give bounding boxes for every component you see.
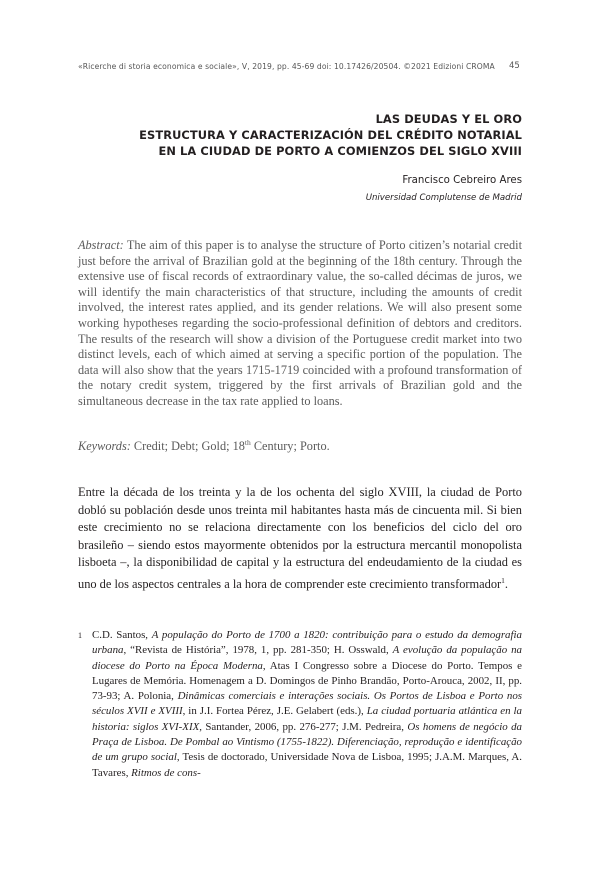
footnote-segment: , Santander, 2006, pp. 276-277; J.M. Pedreira, <box>199 720 408 733</box>
footnote-work-title: La ciudad portuaria atlántica en la historia: siglos XVI-XIX <box>92 705 523 733</box>
footnote-segment: , Atas I Congresso sobre a Diocese do Porto. Tempos e Lugares de Memória. Homenagem a D. Domingos de Pinho Brandão, Porto-Arouca, 2002, II, pp. 73-93; A. Polonia, <box>92 659 522 703</box>
body-paragraph-end: . <box>504 577 509 592</box>
footnote-work-title: A evolução da população na diocese do Porto na Época Moderna <box>92 644 522 672</box>
footnote-number: 1 <box>78 631 82 640</box>
keywords-text-end: Century; Porto. <box>253 439 330 454</box>
footnote-work-title: A população do Porto de 1700 a 1820: contribuição para o estudo da demografia urbana <box>92 629 522 657</box>
abstract-label: Abstract: <box>78 238 124 252</box>
footnote-work-title: Ritmos de cons- <box>131 766 201 779</box>
running-head: «Ricerche di storia economica e sociale», V, 2019, pp. 45-69 doi: 10.17426/20504. ©2021 Edizioni CROMA <box>78 62 495 71</box>
keywords-text-start: Credit; Debt; Gold; 18 <box>133 439 245 454</box>
footnote-segment: C.D. Santos, <box>92 629 152 641</box>
title-line-2: ESTRUCTURA Y CARACTERIZACIÓN DEL CRÉDITO NOTARIAL <box>139 128 522 142</box>
keywords-label: Keywords: <box>78 439 131 454</box>
footnote-segment: , Tesis de doctorado, Universidade Nova de Lisboa, 1995; J.A.M. Marques, A. Tavares, <box>92 751 523 779</box>
author-name: Francisco Cebreiro Ares <box>402 175 522 186</box>
page-number: 45 <box>509 61 520 71</box>
footnote <box>78 628 522 781</box>
footnote-work-title: Os homens de negócio da Praça de Lisboa. De Pombal ao Vintismo (1755-1822). Diferenciação, reprodução e identificação de um grupo social <box>92 720 522 764</box>
footnote-segment: , “Revista de História”, 1978, 1, pp. 281-350; H. Osswald, <box>123 644 393 657</box>
keywords <box>78 438 522 454</box>
abstract-text: The aim of this paper is to analyse the structure of Porto citizen’s notarial credit just before the arrival of Brazilian gold at the beginning of the 18th century. Through the extensive use of fiscal records of extraordinary value, the so-called décimas de juros, we will identify the main characteristics of that structure, including the amounts of credit involved, the interest rates applied, and its gender relations. We will also present some working hypotheses regarding the socio-professional definition of debtors and creditors. The results of the research will show a division of the Portuguese credit market into two distinct levels, each of which aimed at serving a specific portion of the population. The data will also show that the years 1715-1719 coincided with a profound transformation of the notary credit system, triggered by the first arrivals of Brazilian gold and the simultaneous decrease in the tax rate applied to loans. <box>78 238 522 408</box>
footnote-text <box>92 628 522 781</box>
footnote-work-title: Dinâmicas comerciais e interações sociais. Os Portos de Lisboa e Porto nos séculos XVII e XVIII <box>92 690 522 718</box>
title-line-3: EN LA CIUDAD DE PORTO A COMIENZOS DEL SIGLO XVIII <box>158 144 522 158</box>
body-paragraph-text: Entre la década de los treinta y la de los ochenta del siglo XVIII, la ciudad de Porto dobló su población desde unos treinta mil habitantes hasta más de cincuenta mil. Si bien este crecimiento no se relaciona directamente con los beneficios del ciclo del oro brasileño – siendo estos mayormente obtenidos por la estructura mercantil monopolista lisboeta –, la disponibilidad de capital y la estructura del endeudamiento de la ciudad es uno de los aspectos centrales a la hora de comprender este crecimiento transformador <box>78 485 522 592</box>
keywords-ordinal-suffix: th <box>244 438 251 447</box>
abstract <box>78 238 522 410</box>
title-line-1: LAS DEUDAS Y EL ORO <box>375 112 522 126</box>
footnote-segment: , in J.I. Fortea Pérez, J.E. Gelabert (eds.), <box>182 705 367 718</box>
footnote-reference[interactable]: 1 <box>501 575 505 585</box>
body-paragraph <box>78 484 522 594</box>
author-affiliation: Universidad Complutense de Madrid <box>365 193 522 203</box>
article-title <box>100 111 522 159</box>
